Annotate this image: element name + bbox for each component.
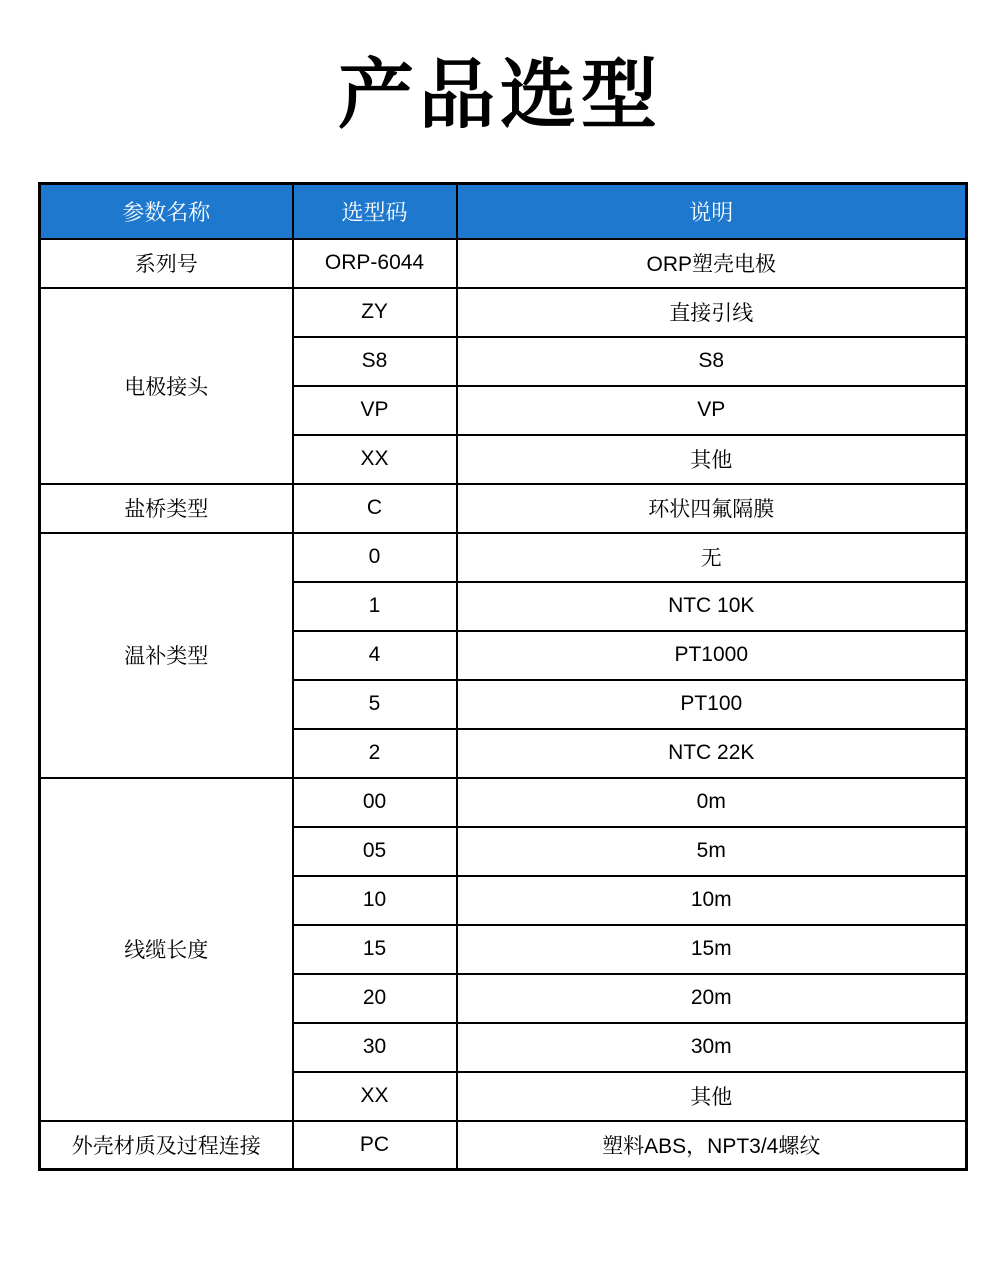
table-row <box>40 239 967 288</box>
param-name-cell: 线缆长度 <box>40 778 293 1121</box>
param-name-cell: 盐桥类型 <box>40 484 293 533</box>
param-name-cell: 外壳材质及过程连接 <box>40 1121 293 1170</box>
table-body <box>40 239 967 1170</box>
description-cell: 20m <box>457 974 967 1023</box>
description-cell: 直接引线 <box>457 288 967 337</box>
description-cell: ORP塑壳电极 <box>457 239 967 288</box>
selection-code-cell: ZY <box>293 288 457 337</box>
selection-code-cell: 1 <box>293 582 457 631</box>
header-description: 说明 <box>457 184 967 239</box>
product-selection-table <box>38 182 968 1171</box>
selection-code-cell: XX <box>293 435 457 484</box>
description-cell: PT1000 <box>457 631 967 680</box>
page-title: 产品选型 <box>338 53 662 138</box>
description-cell: 10m <box>457 876 967 925</box>
description-cell: 其他 <box>457 1072 967 1121</box>
description-cell: 0m <box>457 778 967 827</box>
description-cell: NTC 22K <box>457 729 967 778</box>
selection-code-cell: PC <box>293 1121 457 1170</box>
description-cell: 环状四氟隔膜 <box>457 484 967 533</box>
param-name-cell: 电极接头 <box>40 288 293 484</box>
param-name-cell: 系列号 <box>40 239 293 288</box>
selection-code-cell: 4 <box>293 631 457 680</box>
description-cell: 30m <box>457 1023 967 1072</box>
selection-code-cell: S8 <box>293 337 457 386</box>
selection-code-cell: 0 <box>293 533 457 582</box>
selection-code-cell: 30 <box>293 1023 457 1072</box>
description-cell: 5m <box>457 827 967 876</box>
table-row <box>40 484 967 533</box>
table-row <box>40 1121 967 1170</box>
selection-code-cell: 2 <box>293 729 457 778</box>
selection-code-cell: 10 <box>293 876 457 925</box>
table-header-row <box>40 184 967 239</box>
description-cell: 无 <box>457 533 967 582</box>
description-cell: 其他 <box>457 435 967 484</box>
description-cell: PT100 <box>457 680 967 729</box>
selection-code-cell: 20 <box>293 974 457 1023</box>
description-cell: 塑料ABS，NPT3/4螺纹 <box>457 1121 967 1170</box>
selection-code-cell: C <box>293 484 457 533</box>
description-cell: VP <box>457 386 967 435</box>
param-name-cell: 温补类型 <box>40 533 293 778</box>
selection-code-cell: ORP-6044 <box>293 239 457 288</box>
table-header <box>40 184 967 239</box>
description-cell: 15m <box>457 925 967 974</box>
table-row <box>40 288 967 337</box>
selection-code-cell: 5 <box>293 680 457 729</box>
selection-code-cell: 00 <box>293 778 457 827</box>
selection-code-cell: 05 <box>293 827 457 876</box>
description-cell: NTC 10K <box>457 582 967 631</box>
table-row <box>40 778 967 827</box>
selection-code-cell: VP <box>293 386 457 435</box>
selection-code-cell: 15 <box>293 925 457 974</box>
header-param-name: 参数名称 <box>40 184 293 239</box>
table-row <box>40 533 967 582</box>
header-selection-code: 选型码 <box>293 184 457 239</box>
selection-code-cell: XX <box>293 1072 457 1121</box>
description-cell: S8 <box>457 337 967 386</box>
